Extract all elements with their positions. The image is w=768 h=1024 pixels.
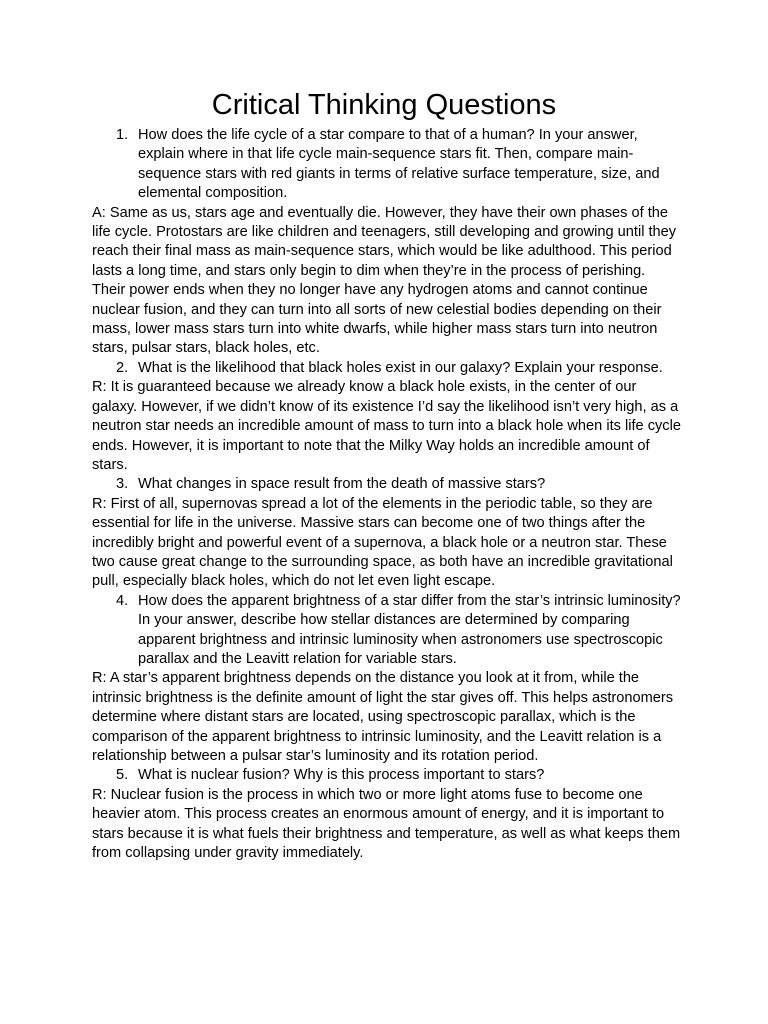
answer-2: R: It is guaranteed because we already know a black hole exists, in the center of our galaxy. However, if we didn’t know of its existence I’d say the likelihood isn’t very high, as a neutron star needs an incredible amount of mass to turn into a black hole when its life cycle ends. However, it is important to note that the Milky Way holds an incredible amount of stars. bbox=[92, 379, 681, 473]
answer-4: R: A star’s apparent brightness depends on the distance you look at it from, while the intrinsic brightness is the definite amount of light the star gives off. This helps astronomers determine where distant stars are located, using spectroscopic parallax, which is the comparison of the apparent brightness to intrinsic luminosity, and the Leavitt relation is a relationship between a pulsar star’s luminosity and its rotation period. bbox=[92, 670, 674, 764]
question-text: What is nuclear fusion? Why is this process important to stars? bbox=[138, 767, 545, 784]
question-text: How does the life cycle of a star compare to that of a human? In your answer, explain where in that life cycle main-sequence stars fit. Then, compare main-sequence stars with red giants in terms of relative surface temperature, size, and elemental composition. bbox=[138, 127, 660, 202]
question-number: 4. bbox=[116, 592, 129, 609]
question-4 bbox=[92, 592, 682, 670]
page-title: Critical Thinking Questions bbox=[211, 89, 557, 121]
question-number: 1. bbox=[116, 127, 129, 143]
document-body bbox=[92, 126, 682, 863]
answer-5: R: Nuclear fusion is the process in which two or more light atoms fuse to become one heavier atom. This process creates an enormous amount of energy, and it is important to stars because it is what fuels their brightness and temperature, as well as what keeps them from collapsing under gravity immediately. bbox=[92, 786, 681, 862]
question-5 bbox=[92, 766, 682, 785]
question-3 bbox=[92, 475, 682, 494]
question-text: How does the apparent brightness of a star differ from the star’s intrinsic luminosity? In your answer, describe how stellar distances are determined by comparing apparent brightness and intrinsic luminosity when astronomers use spectroscopic parallax and the Leavitt relation for variable stars. bbox=[138, 592, 681, 667]
question-1 bbox=[92, 126, 682, 204]
answer-1: A: Same as us, stars age and eventually die. However, they have their own phases of the life cycle. Protostars are like children and teenagers, still developing and growing until they reach their final mass as main-sequence stars, which would be like adulthood. This period lasts a long time, and stars only begin to dim when they’re in the process of perishing. Their power ends when they no longer have any hydrogen atoms and cannot continue nuclear fusion, and they can turn into all sorts of new celestial bodies depending on their mass, lower mass stars turn into white dwarfs, while higher mass stars turn into neutron stars, pulsar stars, black holes, etc. bbox=[92, 204, 677, 357]
question-number: 5. bbox=[116, 767, 129, 784]
question-number: 3. bbox=[116, 476, 129, 493]
question-number: 2. bbox=[116, 359, 129, 376]
question-2 bbox=[92, 359, 682, 378]
question-text: What changes in space result from the death of massive stars? bbox=[138, 476, 546, 493]
question-text: What is the likelihood that black holes exist in our galaxy? Explain your response. bbox=[138, 359, 663, 376]
answer-3: R: First of all, supernovas spread a lot of the elements in the periodic table, so they are essential for life in the universe. Massive stars can become one of two things after the incredibly bright and powerful event of a supernova, a black hole or a neutron star. These two cause great change to the surrounding space, as both have an incredible gravitational pull, especially black holes, which do not let even light escape. bbox=[92, 495, 673, 590]
